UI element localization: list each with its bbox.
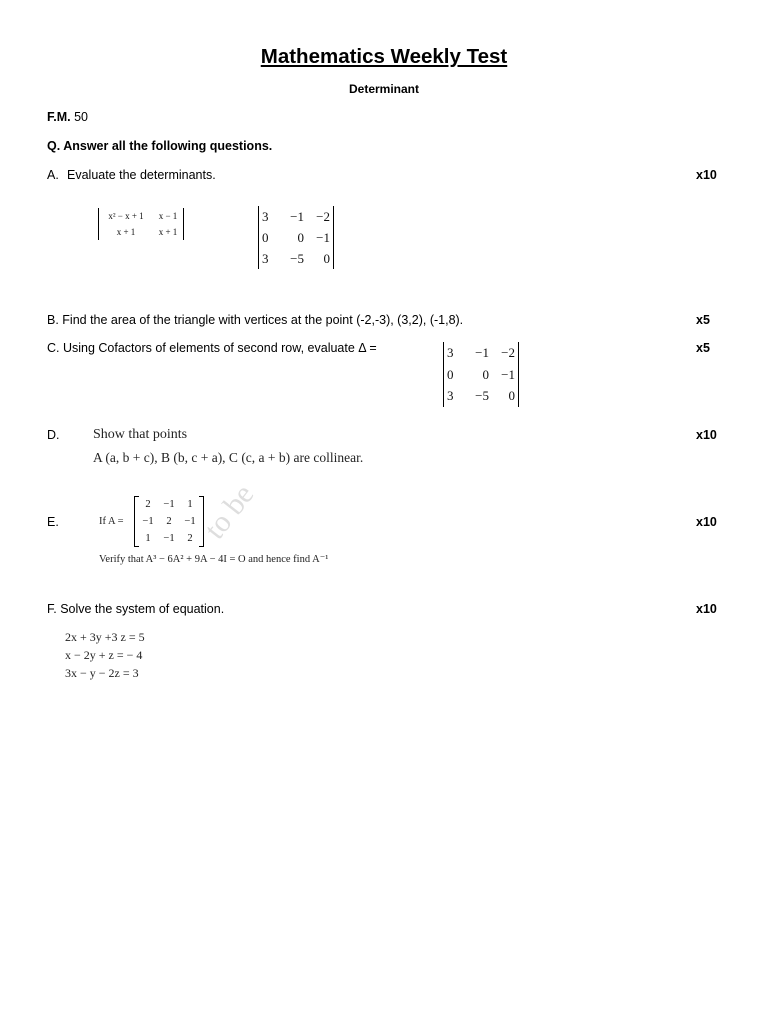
determinant-cell: −1 [475, 345, 489, 360]
matrix-a [134, 496, 204, 547]
determinant-cell: −1 [316, 230, 330, 245]
question-e-statement: Verify that A³ − 6A² + 9A − 4I = O and hence find A⁻¹ [99, 554, 329, 565]
matrix-cell: −1 [163, 533, 175, 544]
matrix-cell: 2 [187, 533, 193, 544]
matrix-cell: −1 [163, 499, 175, 510]
matrix-cell: 1 [145, 533, 151, 544]
question-d-marks: x10 [696, 428, 717, 442]
equation-system [65, 628, 145, 682]
determinant-cell: −2 [316, 209, 330, 224]
question-d-line-2: A (a, b + c), B (b, c + a), C (c, a + b) are collinear. [93, 450, 364, 465]
determinant-cell: 0 [482, 366, 489, 382]
determinant-cell: 3 [262, 209, 269, 224]
full-marks-value: 50 [74, 110, 88, 124]
determinant-cell: −1 [501, 366, 515, 382]
question-a-text: Evaluate the determinants. [67, 168, 216, 182]
determinant-cell: x − 1 [158, 211, 178, 221]
matrix-cell: −1 [184, 516, 196, 527]
matrix-cell: −1 [142, 516, 154, 527]
determinant-a2 [258, 206, 334, 269]
equation-3: 3x − y − 2z = 3 [65, 666, 139, 680]
determinant-cell: 0 [323, 251, 330, 266]
matrix-cell: 1 [187, 499, 193, 510]
determinant-cell: −5 [290, 251, 304, 266]
equation-1: 2x + 3y +3 z = 5 [65, 630, 145, 644]
question-b-marks: x5 [696, 313, 710, 327]
watermark: to be [197, 478, 261, 546]
question-c-text: C. Using Cofactors of elements of second row, evaluate Δ = [47, 341, 377, 355]
determinant-cell: 3 [447, 388, 454, 403]
determinant-c [443, 342, 519, 407]
question-a-label: A. [47, 168, 59, 182]
determinant-cell: 3 [262, 251, 269, 266]
determinant-cell: 0 [297, 230, 304, 245]
page-subtitle: Determinant [348, 82, 419, 96]
question-b-text: B. Find the area of the triangle with vertices at the point (-2,-3), (3,2), (-1,8). [47, 313, 464, 327]
full-marks [47, 110, 88, 125]
question-e-matrix-label: If A = [99, 516, 124, 527]
question-d-line-1: Show that points [93, 427, 188, 442]
question-f-text: F. Solve the system of equation. [47, 602, 225, 616]
question-e-marks: x10 [696, 515, 717, 529]
determinant-cell: −5 [475, 388, 489, 403]
determinant-cell: x² − x + 1 [108, 211, 144, 221]
question-e-label: E. [47, 515, 59, 529]
equation-2: x − 2y + z = − 4 [65, 648, 143, 662]
question-f-marks: x10 [696, 602, 717, 616]
determinant-a1 [98, 208, 184, 240]
determinant-cell: −2 [501, 345, 515, 360]
determinant-cell: 0 [508, 388, 515, 403]
full-marks-label: F.M. [47, 110, 71, 124]
determinant-cell: 3 [447, 345, 454, 360]
page-title: Mathematics Weekly Test [260, 45, 508, 68]
determinant-cell: x + 1 [158, 227, 178, 237]
matrix-cell: 2 [145, 499, 151, 510]
question-a-marks: x10 [696, 168, 717, 182]
instruction: Q. Answer all the following questions. [47, 139, 273, 153]
question-d-label: D. [47, 428, 60, 442]
matrix-cell: 2 [166, 516, 172, 527]
determinant-cell: 0 [447, 366, 454, 382]
determinant-cell: x + 1 [116, 227, 136, 237]
question-c-marks: x5 [696, 341, 710, 355]
determinant-cell: −1 [290, 209, 304, 224]
determinant-cell: 0 [262, 230, 269, 245]
